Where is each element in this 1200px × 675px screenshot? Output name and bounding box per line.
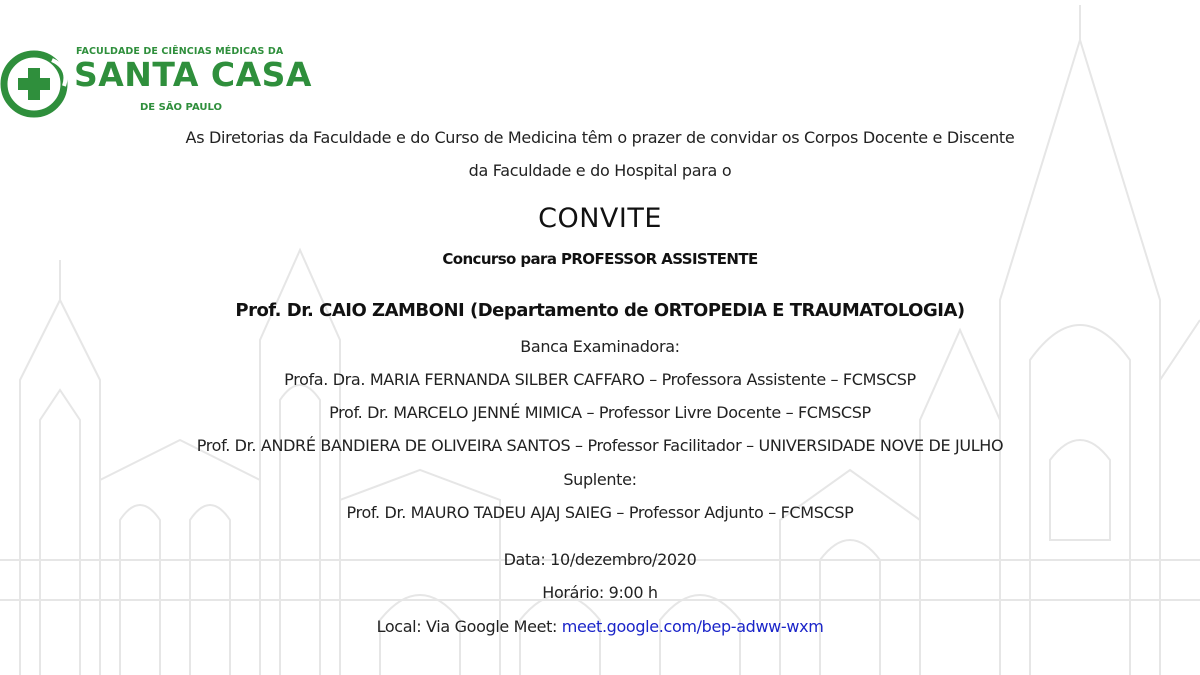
suplente-heading: Suplente: xyxy=(563,470,637,489)
banca-heading: Banca Examinadora: xyxy=(520,337,680,356)
logo-cross-emblem-icon xyxy=(0,38,72,130)
event-time: Horário: 9:00 h xyxy=(542,583,658,602)
meet-link[interactable]: meet.google.com/bep-adww-wxm xyxy=(561,617,824,636)
contest-subtitle: Concurso para PROFESSOR ASSISTENTE xyxy=(442,250,758,268)
logo-faculty-text: FACULDADE DE CIÊNCIAS MÉDICAS DA xyxy=(76,46,284,57)
logo-sao-paulo-text: DE SÃO PAULO xyxy=(140,102,223,113)
invitation-title: CONVITE xyxy=(538,203,662,234)
logo-santa-casa-text: SANTA CASA xyxy=(74,55,312,94)
intro-line-2: da Faculdade e do Hospital para o xyxy=(468,161,732,180)
intro-line-1: As Diretorias da Faculdade e do Curso de Medicina têm o prazer de convidar os Corpos Docente e Discente xyxy=(185,128,1015,147)
santa-casa-logo xyxy=(0,38,312,130)
suplente-member: Prof. Dr. MAURO TADEU AJAJ SAIEG – Professor Adjunto – FCMSCSP xyxy=(346,503,854,522)
location-label: Local: Via Google Meet: xyxy=(376,617,562,636)
event-location xyxy=(0,615,1200,639)
banca-member-1: Profa. Dra. MARIA FERNANDA SILBER CAFFARO – Professora Assistente – FCMSCSP xyxy=(284,370,916,389)
banca-member-3: Prof. Dr. ANDRÉ BANDIERA DE OLIVEIRA SANTOS – Professor Facilitador – UNIVERSIDADE NOVE DE JULHO xyxy=(196,436,1004,455)
candidate-name: Prof. Dr. CAIO ZAMBONI (Departamento de ORTOPEDIA E TRAUMATOLOGIA) xyxy=(235,300,965,321)
event-date: Data: 10/dezembro/2020 xyxy=(503,550,697,569)
banca-member-2: Prof. Dr. MARCELO JENNÉ MIMICA – Professor Livre Docente – FCMSCSP xyxy=(329,403,871,422)
